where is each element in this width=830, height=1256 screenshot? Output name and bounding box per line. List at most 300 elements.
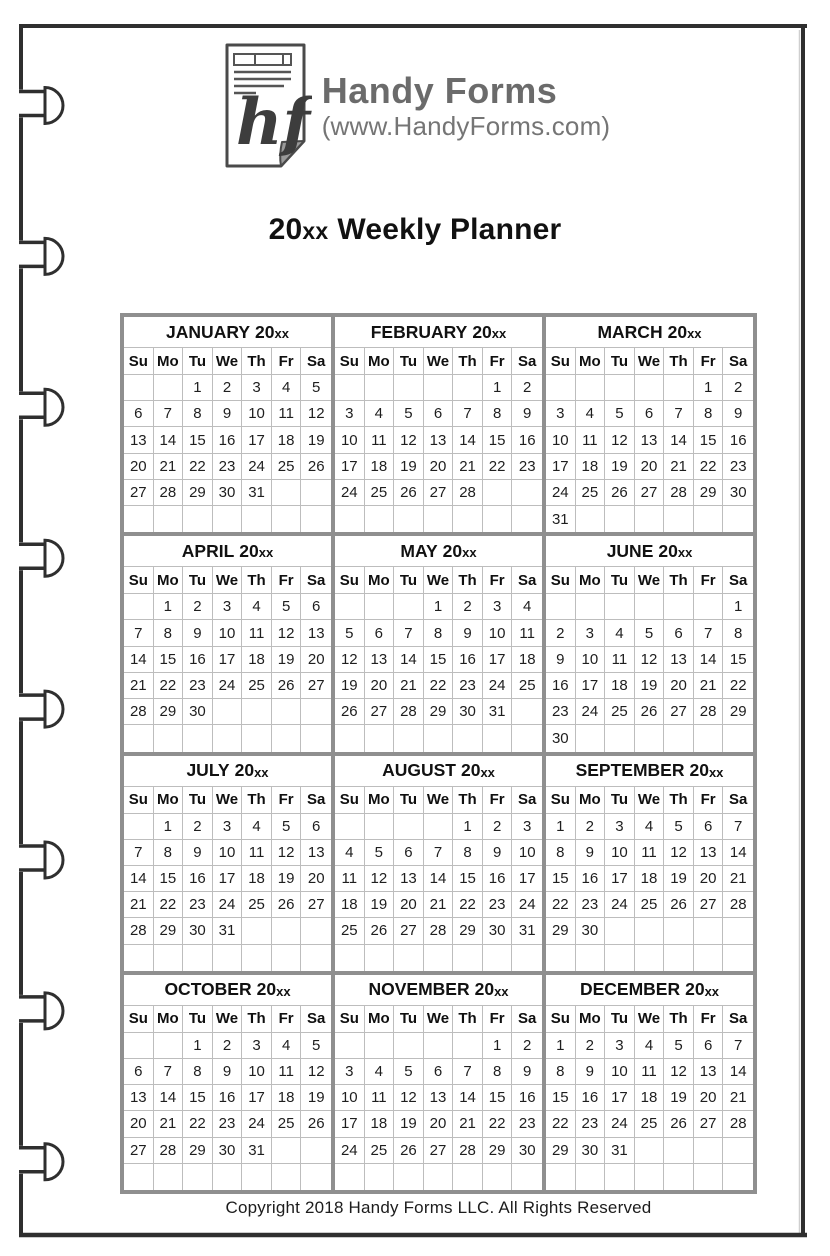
day-cell: 26 (394, 1138, 424, 1164)
day-cell: 13 (694, 840, 724, 866)
day-cell: 16 (183, 866, 213, 892)
empty-day-cell (335, 945, 365, 971)
day-cell: 28 (154, 480, 184, 506)
day-header-mo: Mo (365, 1006, 395, 1033)
day-cell: 22 (694, 454, 724, 480)
day-cell: 30 (183, 918, 213, 944)
day-cell: 17 (576, 673, 606, 699)
month-title (335, 975, 542, 1006)
empty-day-cell (453, 506, 483, 532)
day-cell: 19 (394, 1111, 424, 1137)
day-header-sa: Sa (512, 567, 542, 594)
day-cell: 4 (635, 814, 665, 840)
month-day-grid (124, 567, 331, 751)
day-header-su: Su (124, 567, 154, 594)
empty-day-cell (272, 1164, 302, 1190)
day-cell: 23 (453, 673, 483, 699)
day-header-fr: Fr (483, 787, 513, 814)
day-cell: 11 (242, 840, 272, 866)
day-cell: 24 (335, 480, 365, 506)
day-cell: 14 (453, 427, 483, 453)
day-cell: 7 (453, 1059, 483, 1085)
day-cell: 12 (664, 840, 694, 866)
month-calendar-january (122, 315, 333, 534)
day-cell: 5 (605, 401, 635, 427)
empty-day-cell (394, 375, 424, 401)
day-cell: 23 (213, 1111, 243, 1137)
title-year-suffix: xx (302, 218, 329, 244)
month-calendar-july (122, 754, 333, 973)
day-cell: 20 (124, 454, 154, 480)
day-cell: 15 (453, 866, 483, 892)
empty-day-cell (605, 375, 635, 401)
day-cell: 15 (154, 866, 184, 892)
day-cell: 13 (301, 840, 331, 866)
empty-day-cell (723, 1164, 753, 1190)
day-cell: 28 (453, 480, 483, 506)
empty-day-cell (576, 506, 606, 532)
day-cell: 1 (183, 375, 213, 401)
day-cell: 16 (453, 647, 483, 673)
month-calendar-april (122, 534, 333, 753)
month-name: MARCH (597, 321, 663, 342)
day-cell: 27 (124, 480, 154, 506)
day-cell: 22 (483, 454, 513, 480)
empty-day-cell (335, 1033, 365, 1059)
empty-day-cell (124, 1164, 154, 1190)
day-cell: 18 (365, 454, 395, 480)
empty-day-cell (483, 1164, 513, 1190)
day-cell: 11 (272, 1059, 302, 1085)
month-year-suffix: xx (276, 983, 291, 999)
day-cell: 27 (301, 673, 331, 699)
empty-day-cell (512, 1164, 542, 1190)
day-header-mo: Mo (576, 567, 606, 594)
day-header-mo: Mo (576, 787, 606, 814)
day-header-sa: Sa (301, 567, 331, 594)
day-header-we: We (424, 348, 454, 375)
day-cell: 17 (512, 866, 542, 892)
day-header-we: We (213, 348, 243, 375)
month-year: 20 (667, 321, 688, 342)
day-cell: 28 (723, 892, 753, 918)
month-year: 20 (658, 540, 678, 561)
day-cell: 31 (546, 506, 576, 532)
day-header-th: Th (664, 1006, 694, 1033)
day-cell: 10 (242, 401, 272, 427)
day-cell: 8 (694, 401, 724, 427)
empty-day-cell (272, 918, 302, 944)
day-cell: 2 (546, 620, 576, 646)
day-cell: 11 (272, 401, 302, 427)
day-cell: 16 (576, 1085, 606, 1111)
day-cell: 28 (694, 699, 724, 725)
month-calendar-august (333, 754, 544, 973)
day-cell: 12 (605, 427, 635, 453)
empty-day-cell (365, 814, 395, 840)
day-cell: 14 (664, 427, 694, 453)
empty-day-cell (394, 945, 424, 971)
day-cell: 27 (301, 892, 331, 918)
day-cell: 19 (272, 866, 302, 892)
empty-day-cell (694, 506, 724, 532)
empty-day-cell (483, 506, 513, 532)
day-cell: 14 (154, 1085, 184, 1111)
day-cell: 4 (242, 594, 272, 620)
day-cell: 19 (394, 454, 424, 480)
day-cell: 23 (723, 454, 753, 480)
month-day-grid (335, 1006, 542, 1190)
month-title (546, 317, 753, 348)
empty-day-cell (365, 594, 395, 620)
day-cell: 13 (365, 647, 395, 673)
day-cell: 1 (546, 1033, 576, 1059)
day-cell: 2 (512, 1033, 542, 1059)
day-cell: 23 (576, 892, 606, 918)
month-name: SEPTEMBER (575, 760, 685, 780)
empty-day-cell (453, 725, 483, 751)
empty-day-cell (635, 1138, 665, 1164)
month-title (124, 975, 331, 1006)
day-cell: 2 (213, 375, 243, 401)
day-cell: 31 (512, 918, 542, 944)
day-cell: 19 (301, 1085, 331, 1111)
empty-day-cell (154, 1033, 184, 1059)
day-cell: 2 (576, 1033, 606, 1059)
day-cell: 10 (546, 427, 576, 453)
day-cell: 10 (512, 840, 542, 866)
day-cell: 4 (242, 814, 272, 840)
day-header-sa: Sa (301, 348, 331, 375)
day-header-tu: Tu (394, 348, 424, 375)
day-cell: 25 (365, 480, 395, 506)
empty-day-cell (512, 480, 542, 506)
day-cell: 9 (453, 620, 483, 646)
day-cell: 12 (272, 840, 302, 866)
empty-day-cell (546, 375, 576, 401)
day-cell: 30 (453, 699, 483, 725)
day-cell: 17 (605, 1085, 635, 1111)
day-cell: 19 (605, 454, 635, 480)
month-day-grid (546, 787, 753, 971)
day-cell: 11 (335, 866, 365, 892)
day-cell: 31 (483, 699, 513, 725)
day-cell: 10 (605, 840, 635, 866)
day-header-tu: Tu (605, 787, 635, 814)
day-cell: 19 (301, 427, 331, 453)
empty-day-cell (576, 945, 606, 971)
day-cell: 5 (272, 594, 302, 620)
month-title (335, 317, 542, 348)
empty-day-cell (723, 506, 753, 532)
empty-day-cell (365, 506, 395, 532)
day-header-th: Th (453, 1006, 483, 1033)
day-cell: 27 (635, 480, 665, 506)
empty-day-cell (154, 375, 184, 401)
month-calendar-may (333, 534, 544, 753)
month-year: 20 (472, 321, 492, 342)
day-cell: 1 (483, 375, 513, 401)
day-cell: 25 (365, 1138, 395, 1164)
day-cell: 7 (124, 620, 154, 646)
day-cell: 28 (394, 699, 424, 725)
day-cell: 21 (723, 866, 753, 892)
day-cell: 23 (483, 892, 513, 918)
month-name: MAY (400, 540, 438, 561)
empty-day-cell (301, 945, 331, 971)
day-cell: 25 (242, 673, 272, 699)
day-cell: 18 (272, 427, 302, 453)
empty-day-cell (576, 375, 606, 401)
day-cell: 12 (394, 1085, 424, 1111)
day-header-sa: Sa (723, 1006, 753, 1033)
day-cell: 25 (635, 1111, 665, 1137)
year-calendar-grid (120, 313, 757, 1194)
day-cell: 15 (424, 647, 454, 673)
day-cell: 12 (664, 1059, 694, 1085)
day-cell: 21 (453, 454, 483, 480)
day-cell: 11 (242, 620, 272, 646)
day-cell: 9 (183, 620, 213, 646)
empty-day-cell (694, 918, 724, 944)
day-cell: 23 (183, 673, 213, 699)
day-cell: 8 (183, 1059, 213, 1085)
empty-day-cell (605, 918, 635, 944)
empty-day-cell (301, 1138, 331, 1164)
day-cell: 6 (694, 814, 724, 840)
day-cell: 2 (483, 814, 513, 840)
month-day-grid (124, 348, 331, 532)
empty-day-cell (365, 1033, 395, 1059)
day-cell: 9 (512, 1059, 542, 1085)
day-cell: 28 (664, 480, 694, 506)
day-cell: 23 (213, 454, 243, 480)
day-cell: 27 (394, 918, 424, 944)
empty-day-cell (635, 1164, 665, 1190)
empty-day-cell (183, 506, 213, 532)
binder-ring (16, 1144, 63, 1180)
month-year-suffix: xx (708, 764, 724, 780)
day-header-sa: Sa (723, 567, 753, 594)
day-cell: 18 (242, 866, 272, 892)
day-header-th: Th (664, 567, 694, 594)
month-year-suffix: xx (254, 764, 269, 780)
empty-day-cell (694, 1138, 724, 1164)
day-header-sa: Sa (723, 787, 753, 814)
empty-day-cell (512, 506, 542, 532)
day-cell: 21 (694, 673, 724, 699)
day-cell: 24 (242, 454, 272, 480)
day-header-th: Th (242, 787, 272, 814)
day-cell: 2 (723, 375, 753, 401)
empty-day-cell (694, 1164, 724, 1190)
day-cell: 8 (483, 1059, 513, 1085)
empty-day-cell (723, 918, 753, 944)
month-year-suffix: xx (462, 545, 477, 561)
day-header-fr: Fr (483, 567, 513, 594)
empty-day-cell (124, 594, 154, 620)
day-cell: 24 (242, 1111, 272, 1137)
month-year-suffix: xx (677, 545, 693, 561)
day-cell: 23 (576, 1111, 606, 1137)
day-cell: 2 (183, 814, 213, 840)
empty-day-cell (512, 699, 542, 725)
day-cell: 7 (664, 401, 694, 427)
empty-day-cell (605, 594, 635, 620)
day-cell: 3 (546, 401, 576, 427)
empty-day-cell (154, 725, 184, 751)
day-header-mo: Mo (576, 348, 606, 375)
empty-day-cell (723, 725, 753, 751)
day-cell: 16 (183, 647, 213, 673)
day-cell: 6 (664, 620, 694, 646)
empty-day-cell (424, 1033, 454, 1059)
empty-day-cell (576, 725, 606, 751)
day-cell: 1 (453, 814, 483, 840)
empty-day-cell (242, 918, 272, 944)
empty-day-cell (664, 375, 694, 401)
day-cell: 25 (242, 892, 272, 918)
logo-monogram: hf (235, 85, 310, 160)
day-cell: 6 (635, 401, 665, 427)
day-cell: 17 (335, 454, 365, 480)
day-header-tu: Tu (394, 1006, 424, 1033)
day-cell: 17 (213, 647, 243, 673)
empty-day-cell (635, 375, 665, 401)
empty-day-cell (365, 375, 395, 401)
day-cell: 18 (242, 647, 272, 673)
day-cell: 4 (576, 401, 606, 427)
day-cell: 3 (335, 401, 365, 427)
month-year-suffix: xx (274, 326, 289, 341)
empty-day-cell (512, 725, 542, 751)
day-cell: 20 (694, 866, 724, 892)
day-header-we: We (635, 348, 665, 375)
day-cell: 15 (546, 866, 576, 892)
day-header-tu: Tu (183, 787, 213, 814)
day-cell: 4 (365, 401, 395, 427)
empty-day-cell (694, 725, 724, 751)
day-cell: 5 (394, 1059, 424, 1085)
day-header-th: Th (453, 567, 483, 594)
day-header-fr: Fr (483, 348, 513, 375)
day-cell: 14 (723, 840, 753, 866)
month-year: 20 (442, 540, 463, 561)
day-header-th: Th (242, 567, 272, 594)
month-day-grid (546, 1006, 753, 1190)
day-header-mo: Mo (154, 787, 184, 814)
empty-day-cell (635, 918, 665, 944)
empty-day-cell (664, 945, 694, 971)
month-name: FEBRUARY (370, 321, 468, 342)
day-cell: 10 (335, 427, 365, 453)
day-cell: 16 (576, 866, 606, 892)
day-cell: 25 (272, 454, 302, 480)
empty-day-cell (453, 1164, 483, 1190)
day-cell: 30 (183, 699, 213, 725)
day-header-su: Su (546, 567, 576, 594)
day-header-we: We (635, 787, 665, 814)
day-header-su: Su (546, 1006, 576, 1033)
day-cell: 30 (723, 480, 753, 506)
day-cell: 19 (664, 866, 694, 892)
day-cell: 1 (424, 594, 454, 620)
empty-day-cell (635, 945, 665, 971)
empty-day-cell (242, 725, 272, 751)
day-cell: 24 (576, 699, 606, 725)
day-cell: 4 (365, 1059, 395, 1085)
day-cell: 7 (394, 620, 424, 646)
empty-day-cell (124, 814, 154, 840)
day-cell: 31 (242, 1138, 272, 1164)
day-cell: 8 (546, 840, 576, 866)
day-cell: 26 (365, 918, 395, 944)
day-cell: 12 (272, 620, 302, 646)
day-cell: 29 (483, 1138, 513, 1164)
empty-day-cell (301, 725, 331, 751)
empty-day-cell (424, 725, 454, 751)
day-cell: 3 (512, 814, 542, 840)
day-cell: 29 (453, 918, 483, 944)
day-cell: 28 (453, 1138, 483, 1164)
empty-day-cell (124, 375, 154, 401)
empty-day-cell (694, 945, 724, 971)
day-cell: 8 (546, 1059, 576, 1085)
day-cell: 26 (635, 699, 665, 725)
day-cell: 30 (512, 1138, 542, 1164)
month-name: DECEMBER (579, 979, 681, 1000)
month-year: 20 (474, 979, 495, 1000)
day-cell: 3 (242, 375, 272, 401)
day-header-we: We (635, 1006, 665, 1033)
day-cell: 22 (154, 892, 184, 918)
day-cell: 3 (335, 1059, 365, 1085)
day-cell: 20 (424, 1111, 454, 1137)
empty-day-cell (124, 945, 154, 971)
month-calendar-february (333, 315, 544, 534)
day-header-we: We (424, 787, 454, 814)
month-title (335, 536, 542, 567)
day-header-fr: Fr (694, 1006, 724, 1033)
empty-day-cell (124, 725, 154, 751)
day-cell: 17 (546, 454, 576, 480)
day-cell: 1 (183, 1033, 213, 1059)
day-cell: 11 (605, 647, 635, 673)
month-year-suffix: xx (494, 983, 509, 999)
day-cell: 13 (664, 647, 694, 673)
day-cell: 16 (213, 1085, 243, 1111)
empty-day-cell (242, 699, 272, 725)
day-cell: 6 (301, 814, 331, 840)
empty-day-cell (664, 918, 694, 944)
day-header-fr: Fr (272, 348, 302, 375)
day-header-tu: Tu (183, 567, 213, 594)
day-cell: 12 (301, 401, 331, 427)
empty-day-cell (335, 594, 365, 620)
day-header-mo: Mo (365, 567, 395, 594)
empty-day-cell (183, 725, 213, 751)
empty-day-cell (424, 814, 454, 840)
day-cell: 13 (424, 1085, 454, 1111)
day-cell: 14 (424, 866, 454, 892)
day-cell: 13 (694, 1059, 724, 1085)
empty-day-cell (424, 506, 454, 532)
day-header-mo: Mo (365, 787, 395, 814)
day-cell: 21 (723, 1085, 753, 1111)
day-cell: 24 (213, 892, 243, 918)
month-year: 20 (689, 760, 709, 780)
day-cell: 18 (635, 1085, 665, 1111)
